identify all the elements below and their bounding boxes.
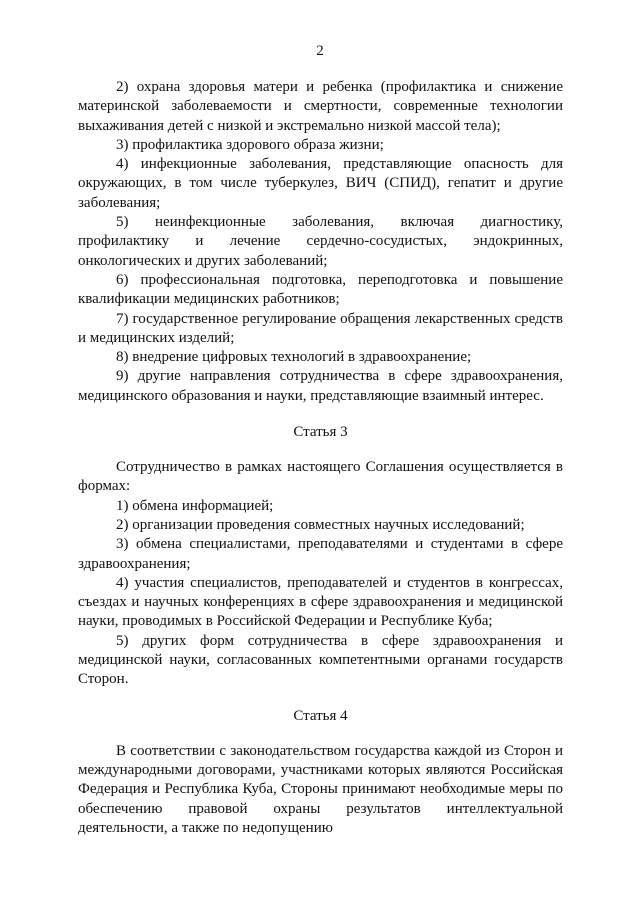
list-item: 4) участия специалистов, преподавателей и студентов в конгрессах, съездах и научных конференциях в сфере здравоохранения и медицинской науки, проводимых в Российской Федерации и Республике Куба; — [78, 574, 563, 630]
article-3-intro: Сотрудничество в рамках настоящего Соглашения осуществляется в формах: — [78, 459, 563, 495]
list-item: 4) инфекционные заболевания, представляющие опасность для окружающих, в том числе туберкулез, ВИЧ (СПИД), гепатит и другие заболевания; — [78, 156, 563, 211]
list-item: 7) государственное регулирование обращения лекарственных средств и медицинских изделий; — [78, 310, 563, 346]
list-item: 3) обмена специалистами, преподавателями и студентами в сфере здравоохранения; — [78, 536, 563, 572]
list-item: 6) профессиональная подготовка, переподготовка и повышение квалификации медицинских работников; — [78, 271, 563, 308]
list-item: 3) профилактика здорового образа жизни; — [116, 136, 384, 153]
list-item: 2) охрана здоровья матери и ребенка (профилактика и снижение материнской заболеваемости и смертности, современные технологии выхаживания детей с низкой и экстремально низкой массой тела); — [78, 79, 563, 134]
list-item: 8) внедрение цифровых технологий в здравоохранение; — [116, 349, 472, 366]
list-item: 9) другие направления сотрудничества в сфере здравоохранения, медицинского образования и науки, представляющие взаимный интерес. — [78, 368, 563, 404]
list-item: 1) обмена информацией; — [116, 497, 274, 514]
document-body — [78, 78, 563, 838]
list-item: 5) других форм сотрудничества в сфере здравоохранения и медицинской науки, согласованных компетентными органами государств Сторон. — [78, 632, 563, 688]
article-3-heading: Статья 3 — [293, 424, 348, 441]
list-item: 5) неинфекционные заболевания, включая диагностику, профилактику и лечение сердечно-сосудистых, эндокринных, онкологических и других заболеваний; — [78, 214, 563, 269]
article-4-heading: Статья 4 — [293, 707, 348, 724]
list-item: 2) организации проведения совместных научных исследований; — [116, 516, 525, 533]
page-number: 2 — [316, 43, 324, 59]
article-4-text: В соответствии с законодательством государства каждой из Сторон и международными договорами, участниками которых являются Российская Федерация и Республика Куба, Стороны принимают необходимые меры по обеспечению правовой охраны результатов интеллектуальной деятельности, а также по недопущению — [78, 742, 563, 836]
